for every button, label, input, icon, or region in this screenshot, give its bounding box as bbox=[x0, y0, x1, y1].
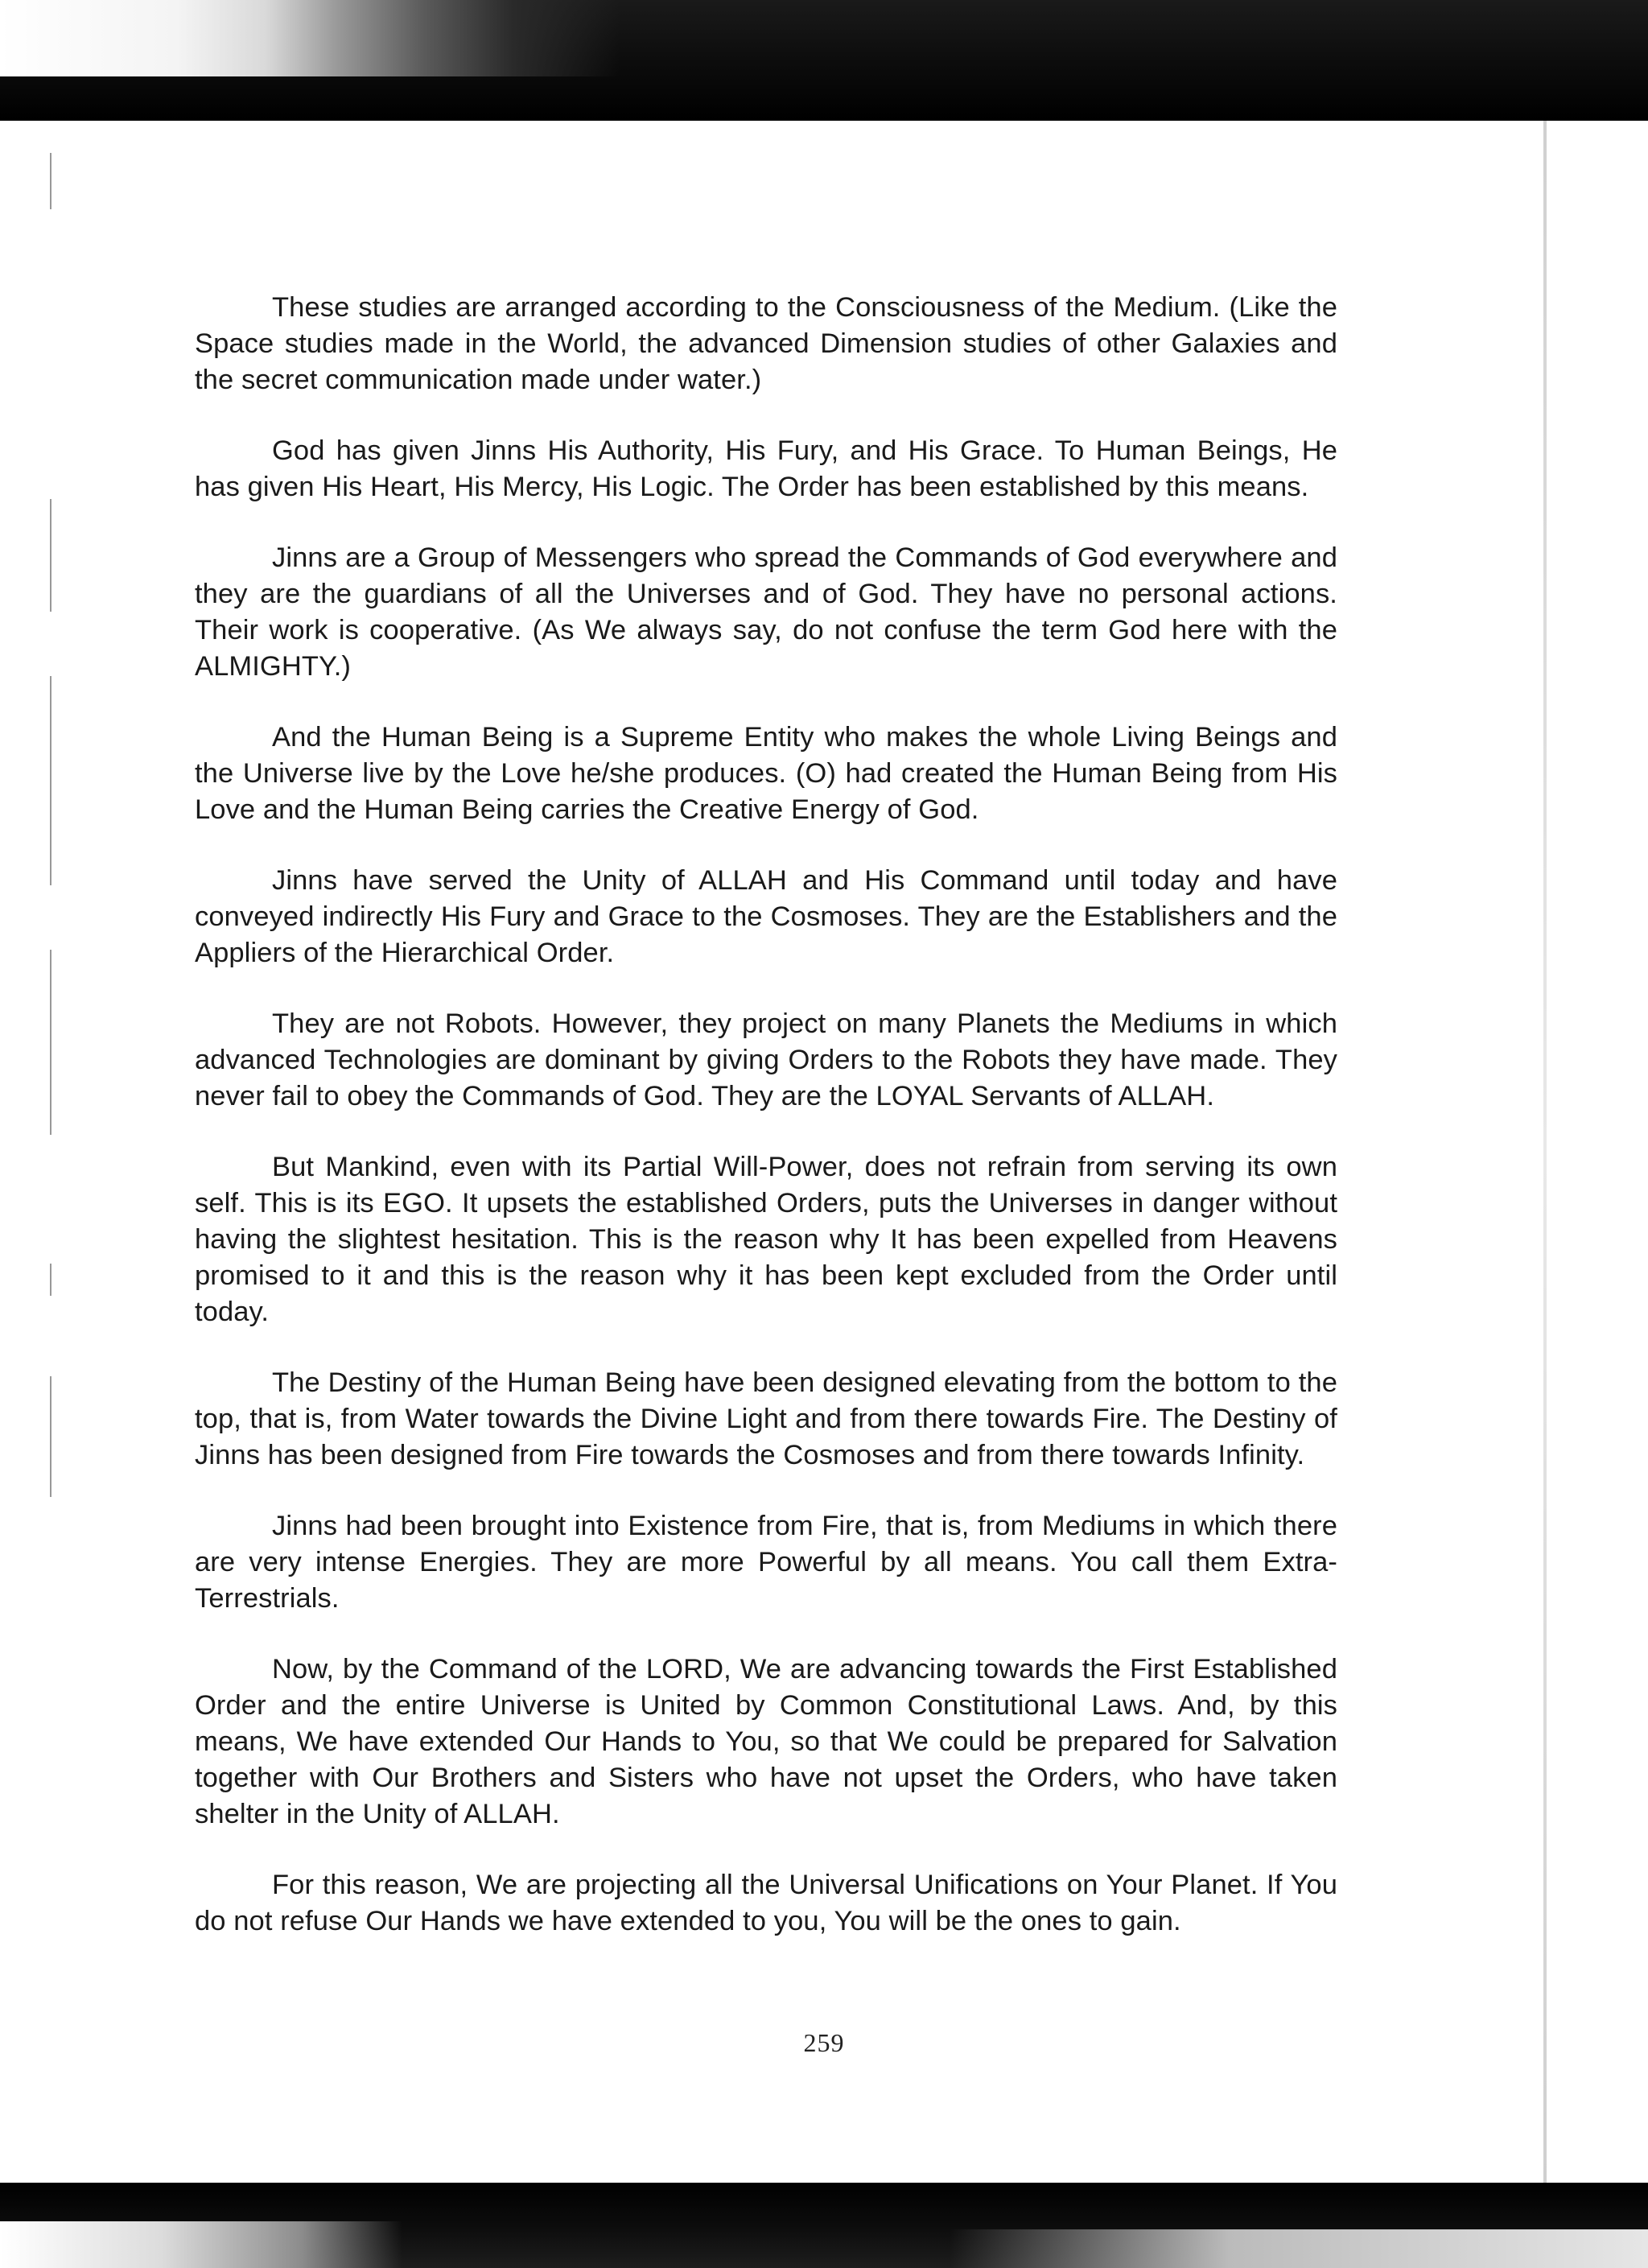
scan-top-fade bbox=[0, 0, 885, 76]
page-body bbox=[195, 290, 1337, 1974]
paragraph: God has given Jinns His Authority, His Fury, and His Grace. To Human Beings, He has given His Heart, His Mercy, His Logic. The Order has been established by this means. bbox=[195, 435, 1337, 502]
paragraph: Now, by the Command of the LORD, We are advancing towards the First Established Order and the entire Universe is United by Common Constitutional Laws. And, by this means, We have extended Our Hands to You, so that We could be prepared for Salvation together with Our Brothers and Sisters who have not upset the Orders, who have taken shelter in the Unity of ALLAH. bbox=[195, 1654, 1337, 1829]
paragraph: But Mankind, even with its Partial Will-Power, does not refrain from serving its own self. This is its EGO. It upsets the established Orders, puts the Universes in danger without having the slightest hesitation. This is the reason why It has been expelled from Heavens promised to it and this is the reason why it has been kept excluded from the Order until today. bbox=[195, 1152, 1337, 1327]
page-left-edge-marks bbox=[50, 121, 52, 2183]
scan-bottom-fade-left bbox=[0, 2221, 402, 2268]
paragraph: For this reason, We are projecting all the Universal Unifications on Your Planet. If You do not refuse Our Hands we have extended to you, You will be the ones to gain. bbox=[195, 1870, 1337, 1936]
paragraph: Jinns have served the Unity of ALLAH and His Command until today and have conveyed indirectly His Fury and Grace to the Cosmoses. They are the Establishers and the Appliers of the Hierarchical Order. bbox=[195, 865, 1337, 968]
paragraph: They are not Robots. However, they project on many Planets the Mediums in which advanced Technologies are dominant by giving Orders to the Robots they have made. They never fail to obey the Commands of God. They are the LOYAL Servants of ALLAH. bbox=[195, 1008, 1337, 1111]
paragraph: And the Human Being is a Supreme Entity who makes the whole Living Beings and the Universe live by the Love he/she produces. (O) had created the Human Being from His Love and the Human Being carries the Creative Energy of God. bbox=[195, 722, 1337, 825]
paragraph: The Destiny of the Human Being have been designed elevating from the bottom to the top, that is, from Water towards the Divine Light and from there towards Fire. The Destiny of Jinns has been designed from Fire towards the Cosmoses and from there towards Infinity. bbox=[195, 1367, 1337, 1470]
paragraph: Jinns are a Group of Messengers who spread the Commands of God everywhere and they are the guardians of all the Universes and of God. They have no personal actions. Their work is cooperative. (As We always say, do not confuse the term God here with the ALMIGHTY.) bbox=[195, 542, 1337, 682]
paragraph: Jinns had been brought into Existence from Fire, that is, from Mediums in which there are very intense Energies. They are more Powerful by all means. You call them Extra-Terrestrials. bbox=[195, 1511, 1337, 1614]
paragraph: These studies are arranged according to the Consciousness of the Medium. (Like the Space studies made in the World, the advanced Dimension studies of other Galaxies and the secret communication made under water.) bbox=[195, 292, 1337, 395]
scan-bottom-fade-right bbox=[950, 2229, 1648, 2268]
page-number: 259 bbox=[803, 2028, 845, 2057]
page-right-edge bbox=[1543, 121, 1547, 2183]
